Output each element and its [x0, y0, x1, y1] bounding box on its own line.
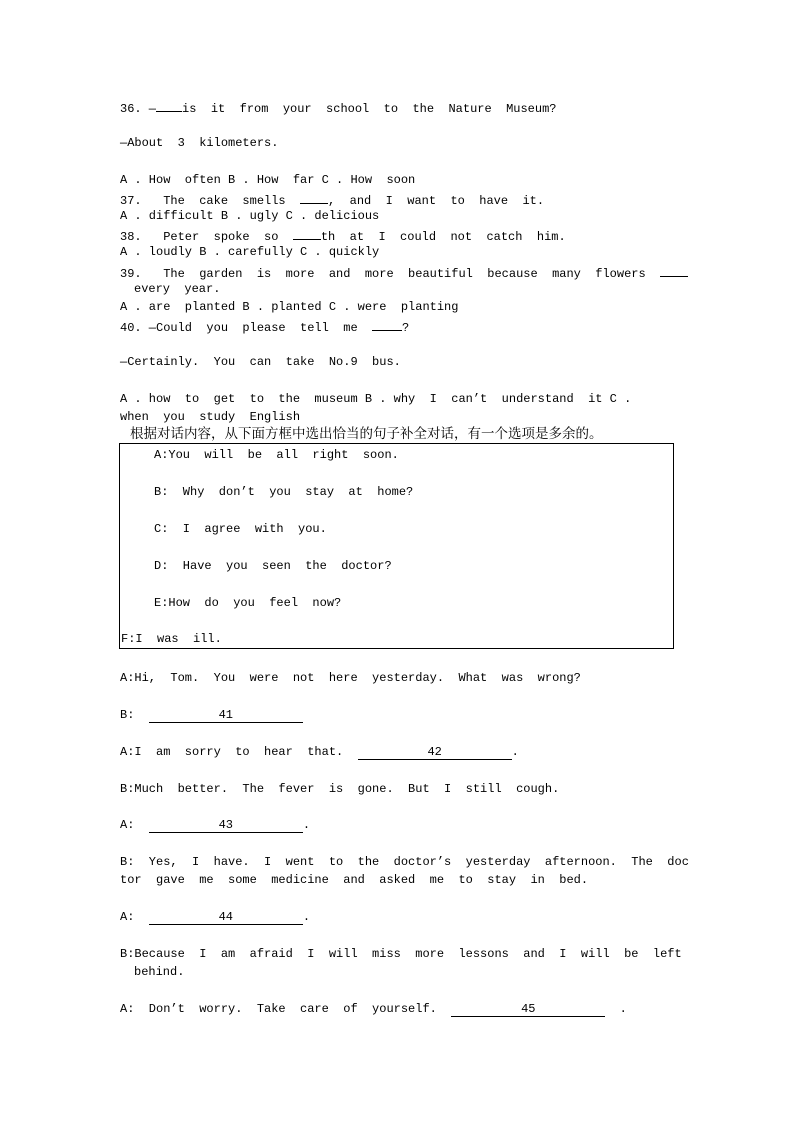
dialogue-line-3 [120, 744, 519, 760]
dialogue-line-7-suffix: . [302, 910, 311, 924]
dialogue-line-3-suffix: . [511, 745, 519, 759]
blank-42[interactable]: 42 [358, 744, 512, 760]
q39-stem-text: 39. The garden is more and more beautiful because many flowers [120, 267, 661, 281]
q38-blank [293, 226, 321, 240]
q36-stem-prefix: 36. — [120, 102, 157, 116]
q38-options: A . loudly B . carefully C . quickly [120, 245, 380, 259]
dialogue-line-4: B:Much better. The fever is gone. But I still cough. [120, 782, 560, 796]
box-option-c: C: I agree with you. [154, 522, 327, 536]
q38-stem-suffix: th at I could not catch him. [320, 230, 566, 244]
box-option-a: A:You will be all right soon. [154, 448, 399, 462]
dialogue-line-2-prefix: B: [120, 708, 149, 722]
q39-blank [660, 263, 688, 277]
q40-stem-prefix: 40. —Could you please tell me [120, 321, 373, 335]
dialogue-line-7-prefix: A: [120, 910, 149, 924]
dialogue-line-8a: B:Because I am afraid I will miss more lessons and I will be left [120, 947, 682, 961]
q36-stem [120, 98, 556, 114]
dialogue-line-3-prefix: A:I am sorry to hear that. [120, 745, 358, 759]
dialogue-line-9-prefix: A: Don’t worry. Take care of yourself. [120, 1002, 452, 1016]
dialogue-line-5 [120, 817, 310, 833]
q38-stem-prefix: 38. Peter spoke so [120, 230, 293, 244]
q37-options: A . difficult B . ugly C . delicious [120, 209, 380, 223]
q37-stem-prefix: 37. The cake smells [120, 194, 301, 208]
q38-stem [120, 226, 566, 242]
q40-answer: —Certainly. You can take No.9 bus. [120, 355, 401, 369]
q40-options-line1: A . how to get to the museum B . why I can’t understand it C . [120, 392, 632, 406]
dialogue-line-6b: tor gave me some medicine and asked me to stay in bed. [120, 873, 589, 887]
q37-stem [120, 190, 544, 206]
q39-options: A . are planted B . planted C . were planting [120, 300, 459, 314]
q37-stem-suffix: , and I want to have it. [328, 194, 545, 208]
box-option-e: E:How do you feel now? [154, 596, 342, 610]
blank-41[interactable]: 41 [149, 707, 303, 723]
q39-stem [120, 263, 688, 279]
q36-blank [156, 98, 182, 112]
box-option-b: B: Why don’t you stay at home? [154, 485, 414, 499]
q37-blank [300, 190, 328, 204]
dialogue-line-2 [120, 707, 303, 723]
dialogue-line-9-suffix: . [605, 1002, 627, 1016]
q40-blank [372, 317, 402, 331]
box-option-f: F:I was ill. [121, 632, 222, 646]
q40-options-line2: when you study English [120, 410, 301, 424]
q36-answer: —About 3 kilometers. [120, 136, 279, 150]
dialogue-line-5-prefix: A: [120, 818, 149, 832]
dialogue-line-7 [120, 909, 310, 925]
q39-stem-continued: every year. [134, 282, 221, 296]
q40-stem-suffix: ? [402, 321, 410, 335]
dialogue-line-9 [120, 1001, 627, 1017]
dialogue-line-1: A:Hi, Tom. You were not here yesterday. What was wrong? [120, 671, 581, 685]
dialogue-line-8b: behind. [134, 965, 185, 979]
dialogue-line-6a: B: Yes, I have. I went to the doctor’s yesterday afternoon. The doc [120, 855, 689, 869]
blank-43[interactable]: 43 [149, 817, 303, 833]
dialogue-line-5-suffix: . [302, 818, 311, 832]
blank-44[interactable]: 44 [149, 909, 303, 925]
q36-stem-suffix: is it from your school to the Nature Museum? [182, 102, 557, 116]
q40-stem [120, 317, 409, 333]
q36-options: A . How often B . How far C . How soon [120, 173, 416, 187]
blank-45[interactable]: 45 [451, 1001, 605, 1017]
options-box [119, 443, 674, 649]
box-option-d: D: Have you seen the doctor? [154, 559, 392, 573]
section-instruction: 根据对话内容，从下面方框中选出恰当的句子补全对话，有一个选项是多余的。 [130, 426, 603, 442]
